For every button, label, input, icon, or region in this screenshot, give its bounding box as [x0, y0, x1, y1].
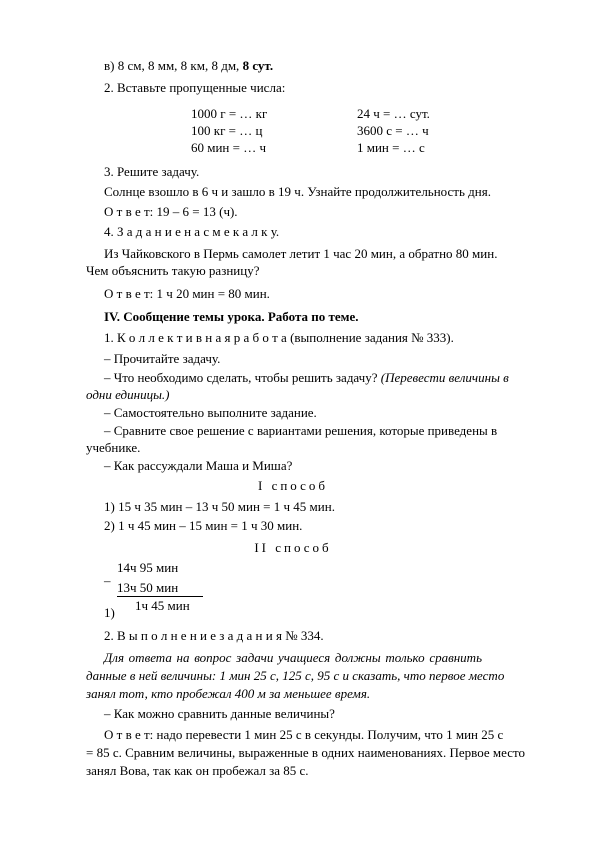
section-title: IV. Сообщение темы урока. Работа по теме. [104, 309, 359, 324]
task-heading [104, 330, 454, 346]
method-heading: II способ [254, 540, 332, 555]
task-heading: 2. Вставьте пропущенные числа: [104, 80, 286, 95]
table-cell: 24 ч = … сут. [357, 106, 430, 121]
answer-text: занял Вова, так как он пробежал за 85 с. [86, 763, 309, 778]
answer-line [104, 286, 270, 302]
table-cell: 100 кг = … ц [191, 123, 263, 138]
units-list-bold: 8 сут. [242, 58, 274, 73]
task-number: 2. [104, 628, 114, 643]
task-note: № 334. [281, 628, 324, 643]
answer-text: = 85 с. Сравним величины, выраженные в одних наименованиях. Первое место [86, 745, 525, 760]
task-heading: 3. Решите задачу. [104, 164, 200, 179]
table-cell: 60 мин = … ч [191, 140, 267, 155]
text-line [104, 58, 273, 74]
calc-minuend: 14ч 95 мин [117, 560, 179, 575]
answer-value: 1 ч 20 мин = 80 мин. [153, 286, 270, 301]
question-line: учебнике. [86, 440, 141, 455]
task-title: К о л л е к т и в н а я р а б о т а [117, 330, 287, 345]
calc-result: 1ч 45 мин [135, 598, 190, 613]
answer-line [104, 727, 504, 743]
task-text: Из Чайковского в Пермь самолет летит 1 час 20 мин, а обратно 80 мин. [104, 246, 498, 261]
method-heading: I способ [257, 478, 328, 493]
question-line: – Самостоятельно выполните задание. [104, 405, 317, 420]
answer-value: 19 – 6 = 13 (ч). [153, 204, 238, 219]
solution-line: 2) 1 ч 45 мин – 15 мин = 1 ч 30 мин. [104, 518, 303, 533]
units-list: в) 8 см, 8 мм, 8 км, 8 дм, [104, 58, 243, 73]
question-line [104, 370, 509, 386]
table-cell: 1000 г = … кг [191, 106, 268, 121]
question-hint: одни единицы.) [86, 387, 170, 402]
task-text: Чем объяснить такую разницу? [86, 263, 260, 278]
answer-line [104, 204, 238, 220]
question-line: – Прочитайте задачу. [104, 351, 221, 366]
teacher-note: занял тот, кто пробежал 400 м за меньшее время. [86, 686, 371, 701]
question-text: – Что необходимо сделать, чтобы решить задачу? [104, 370, 381, 385]
task-heading [104, 224, 279, 240]
calc-rule [117, 596, 203, 597]
teacher-note: Для ответа на вопрос задачи учащиеся должны только сравнить [104, 650, 482, 665]
question-hint: (Перевести величины в [380, 370, 509, 385]
calc-subtrahend: 13ч 50 мин [117, 580, 179, 595]
teacher-note: данные в ней величины: 1 мин 25 с, 125 с, 95 с и сказать, что первое место [86, 668, 505, 683]
question-line: – Как можно сравнить данные величины? [104, 706, 335, 721]
task-title: В ы п о л н е н и е з а д а н и я [117, 628, 282, 643]
task-note: (выполнение задания № 333). [286, 330, 454, 345]
task-number: 4. [104, 224, 114, 239]
question-line: – Сравните свое решение с вариантами решения, которые приведены в [104, 423, 498, 438]
answer-label: О т в е т: [104, 204, 154, 219]
answer-label: О т в е т: [104, 727, 154, 742]
task-title: З а д а н и е н а с м е к а л к у. [117, 224, 280, 239]
answer-value: надо перевести 1 мин 25 с в секунды. Получим, что 1 мин 25 с [153, 727, 504, 742]
solution-line: 1) 15 ч 35 мин – 13 ч 50 мин = 1 ч 45 мин. [104, 499, 335, 514]
table-cell: 1 мин = … с [357, 140, 425, 155]
calc-minus-sign: – [104, 573, 111, 588]
answer-label: О т в е т: [104, 286, 154, 301]
task-heading [104, 628, 324, 644]
table-cell: 3600 с = … ч [357, 123, 429, 138]
task-text: Солнце взошло в 6 ч и зашло в 19 ч. Узнайте продолжительность дня. [104, 184, 491, 199]
calc-label: 1) [104, 605, 115, 620]
question-line: – Как рассуждали Маша и Миша? [104, 458, 293, 473]
task-number: 1. [104, 330, 114, 345]
